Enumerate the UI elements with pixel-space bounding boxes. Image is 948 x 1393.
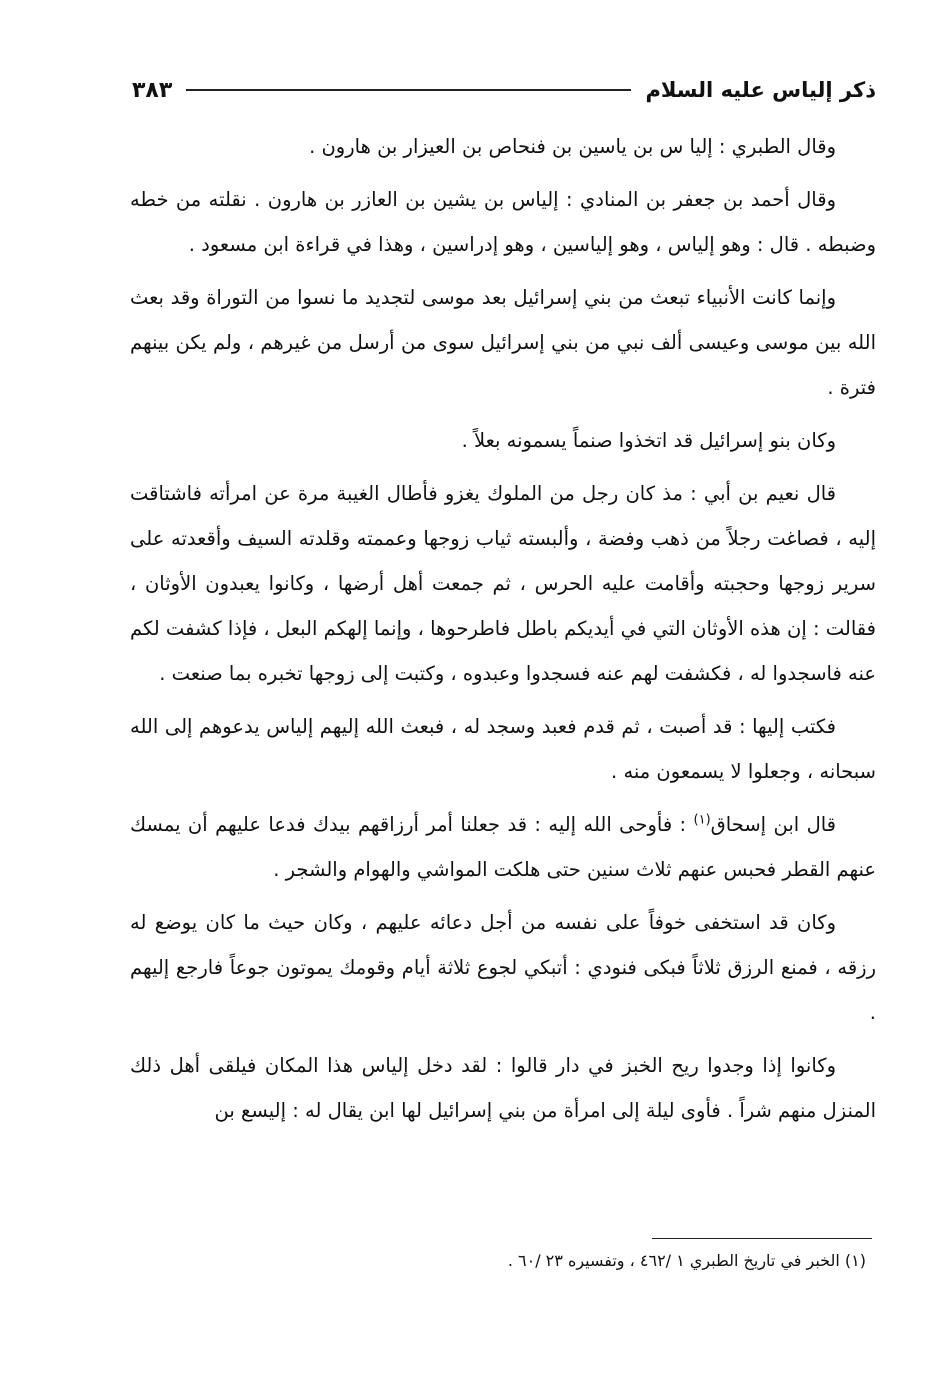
running-title: ذكر إلياس عليه السلام <box>645 78 876 102</box>
paragraph-baal: وكان بنو إسرائيل قد اتخذوا صنماً يسمونه بعلاً . <box>461 429 836 452</box>
paragraph-letter: فكتب إليها : قد أصبت ، ثم قدم فعبد وسجد له ، فبعث الله إليهم إلياس يدعوهم إلى الله سبحانه ، وجعلوا لا يسمعون منه . <box>130 715 876 783</box>
paragraph-prophets: وإنما كانت الأنبياء تبعث من بني إسرائيل بعد موسى لتجديد ما نسوا من التوراة وقد بعث الله بين موسى وعيسى ألف نبي من بني إسرائيل سوى من أرسل من غيرهم ، ولم يكن بينهم فترة . <box>130 286 876 399</box>
ibn-ishaq-text: : فأوحى الله إليه : قد جعلنا أمر أرزاقهم بيدك فدعا عليهم أن يمسك عنهم القطر فحبس عنهم ثلاث سنين حتى هلكت المواشي والهوام والشجر . <box>130 813 876 881</box>
footnote-marker: (١) <box>693 812 711 828</box>
paragraph-tabari: وقال الطبري : إليا س بن ياسين بن فنحاص بن العيزار بن هارون . <box>309 135 836 158</box>
paragraph-bread: وكانوا إذا وجدوا ريح الخبز في دار قالوا : لقد دخل إلياس هذا المكان فيلقى أهل ذلك المنزل منهم شراً . فأوى ليلة إلى امرأة من بني إسرائيل لها ابن يقال له : إليسع بن <box>130 1054 876 1122</box>
page-number: ٣٨٣ <box>132 77 173 103</box>
footnote-rule <box>652 1238 872 1239</box>
footnote: (١) الخبر في تاريخ الطبري ١ /٤٦٢ ، وتفسيره ٢٣ /٦٠ . <box>507 1251 866 1270</box>
paragraph-munadi: وقال أحمد بن جعفر بن المنادي : إلياس بن يشين بن العازر بن هارون . نقلته من خطه وضبطه . قال : وهو إلياس ، وهو إلياسين ، وهو إدراسين ، وهذا في قراءة ابن مسعود . <box>130 188 876 256</box>
page-header <box>132 70 876 110</box>
paragraph-ibn-ishaq <box>130 802 876 892</box>
ibn-ishaq-lead: قال ابن إسحاق <box>710 813 837 836</box>
header-rule <box>186 89 631 91</box>
main-text <box>130 124 876 1141</box>
paragraph-naim: قال نعيم بن أبي : مذ كان رجل من الملوك يغزو فأطال الغيبة مرة عن امرأته فاشتاقت إليه ، فصاغت رجلاً من ذهب وفضة ، وألبسته ثياب زوجها وعممته وقلدته السيف وأقعدته على سرير زوجها وحجبته وأقامت عليه الحرس ، ثم جمعت أهل أرضها ، وكانوا يعبدون الأوثان ، فقالت : إن هذه الأوثان التي في أيديكم باطل فاطرحوها ، وإنما إلهكم البعل ، فإذا كشفت لكم عنه فاسجدوا له ، فكشفت لهم عنه فسجدوا وعبدوه ، وكتبت إلى زوجها تخبره بما صنعت . <box>130 482 876 685</box>
paragraph-hiding: وكان قد استخفى خوفاً على نفسه من أجل دعائه عليهم ، وكان حيث ما كان يوضع له رزقه ، فمنع الرزق ثلاثاً فبكى فنودي : أتبكي لجوع ثلاثة أيام وقومك يموتون جوعاً فارجع إليهم . <box>130 911 876 1024</box>
